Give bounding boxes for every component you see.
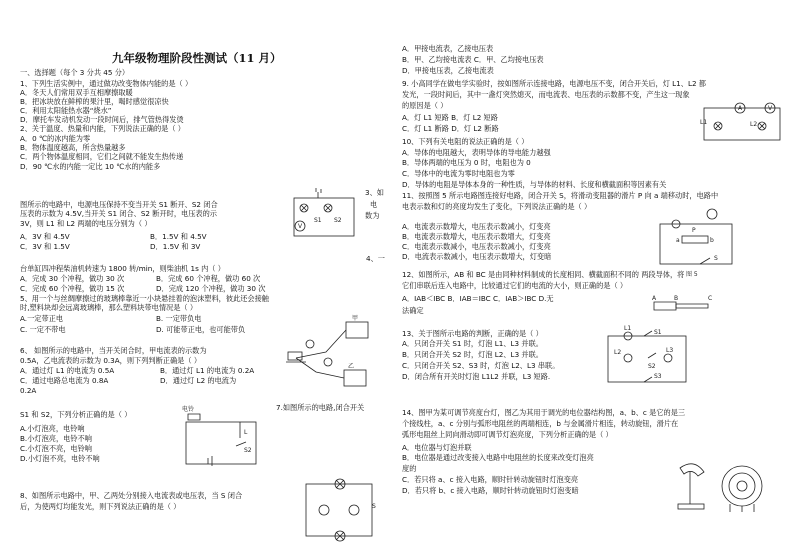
fig7-bell-label: 电铃	[182, 406, 195, 413]
fig11-caption: 图 5	[686, 271, 698, 278]
left-text-line: C.小灯泡不亮，电铃响	[20, 444, 92, 453]
right-text-line: B．甲、乙均接电流表 C．甲、乙均接电压表	[402, 55, 544, 64]
right-text-line: D．闭合所有开关时灯泡 L1L2 并联，L3 短路.	[402, 372, 551, 381]
right-text-line: A．电位器与灯泡并联	[402, 443, 472, 452]
left-text-line: 2、关于温度、热量和内能，下列说法正确的是（ ）	[20, 124, 185, 133]
right-text-line: 个接线柱，a、c 分别与弧形电阻丝的两端相连，b 与金属滑片相连，转动旋钮，滑片在	[402, 419, 679, 428]
left-text-line: B.小灯泡亮，电铃不响	[20, 434, 92, 443]
right-text-line: A．灯 L1 短路 B．灯 L2 短路	[402, 113, 498, 122]
right-text-line: A．电流表示数增大，电压表示数减小，灯变亮	[402, 222, 551, 231]
right-text-line: C．只闭合开关 S2、S3 时，灯泡 L2、L3 串联。	[402, 361, 560, 370]
left-text-line: S1 和 S2，下列分析正确的是（ ）	[20, 410, 132, 419]
right-text-line: B．电流表示数增大，电压表示数增大，灯变亮	[402, 232, 551, 241]
left-right-text: D．完成 120 个冲程，做功 30 次	[156, 284, 266, 293]
right-text-line: 发光，一段时间后，其中一盏灯突然熄灭，而电流表、电压表的示数都不变，产生这一现象	[402, 90, 690, 99]
left-text-line: B．把冰块放在鲜榨的果汁里，喝时感觉很凉快	[20, 97, 169, 106]
fig12-a-label: A	[652, 295, 657, 302]
left-right-text: B. 一定带负电	[156, 314, 202, 323]
left-right-text: D．通过灯 L2 的电流为	[160, 376, 237, 385]
left-text-line: A．3V 和 4.5V	[20, 232, 70, 241]
left-text-line: A．冬天人们常用双手互相摩擦取暖	[20, 88, 133, 97]
left-text-line: A.小灯泡亮，电铃响	[20, 424, 85, 433]
fig11-slider-label: P	[692, 227, 696, 234]
q12-conductor-figure	[652, 295, 713, 318]
left-text-line: C．通过电路总电流为 0.8A	[20, 376, 109, 385]
left-text-line: 时,塑料块却会远离玻璃棒，那么塑料块带电情况是（ ）	[20, 303, 198, 312]
left-text-line: C．利用太阳能热水器“烧水”	[20, 106, 112, 115]
right-text-line: D．电流表示数减小，电压表示数增大，灯变暗	[402, 252, 552, 261]
fig7-lamp-label: L	[244, 429, 248, 436]
left-text-line: 图所示的电路中，电源电压保持不变当开关 S1 断开、S2 闭合	[20, 200, 218, 209]
fig3-voltmeter-label: V	[298, 223, 303, 230]
right-text-line: B．只闭合开关 S2 时，灯泡 L2、L3 并联。	[402, 350, 543, 359]
fig13-l3-label: L3	[666, 347, 674, 354]
fig6-meter-a-label: 甲	[352, 315, 359, 322]
left-text-line: 台单缸四冲程柴油机转速为 1800 转/min，则柴油机 1s 内（ ）	[20, 264, 225, 273]
left-right-text: D．1.5V 和 3V	[150, 242, 201, 251]
left-text-line: 8、如图所示电路中，甲、乙两处分别接入电流表或电压表，当 S 闭合	[20, 491, 243, 500]
left-right-text: B．1.5V 和 4.5V	[150, 232, 207, 241]
left-text-line: 一、选择题（每个 3 分共 45 分）	[20, 68, 130, 77]
left-text-line: D．摩托车发动机发动一段时间后，排气管热得发烫	[20, 115, 184, 124]
page-title: 九年级物理阶段性测试（11 月）	[112, 51, 282, 65]
left-text-line: C．两个物体温度相同，它们之间就不能发生热传递	[20, 152, 184, 161]
left-right-text: 4、一	[366, 254, 385, 263]
fig13-l1-label: L1	[624, 325, 632, 332]
fig13-s3-label: S3	[654, 373, 662, 380]
left-text-line: 5、用一个与丝绸摩擦过的玻璃棒靠近一小块悬挂着的泡沫塑料，彼此还会接触	[20, 294, 269, 303]
right-text-line: 10、下列有关电阻的说法正确的是（ ）	[402, 137, 529, 146]
right-text-line: C．电流表示数减小，电压表示数减小，灯变亮	[402, 242, 551, 251]
right-text-line: 13、关于图所示电路的判断，正确的是（ ）	[402, 329, 543, 338]
fig12-b-label: B	[674, 295, 679, 302]
right-text-line: A．甲接电流表，乙接电压表	[402, 44, 494, 53]
fig11-switch-label: S	[714, 255, 718, 262]
right-text-line: C．若只将 a、c 接入电路，顺时针转动旋钮时灯泡变亮	[402, 475, 579, 484]
fig6-meter-b-label: 乙	[348, 363, 355, 370]
left-right-text: 3、如	[365, 188, 384, 197]
q8-circuit-figure	[300, 478, 380, 544]
fig9-voltmeter-label: V	[768, 105, 773, 112]
left-text-line: A．0 ℃的冰内能为零	[20, 134, 91, 143]
q6-circuit-figure	[286, 315, 396, 394]
right-text-line: C．灯 L1 断路 D．灯 L2 断路	[402, 124, 499, 133]
left-text-line: A．通过灯 L1 的电流为 0.5A	[20, 366, 115, 375]
right-text-line: C．导体中的电流为零时电阻也为零	[402, 169, 515, 178]
left-right-text: B．通过灯 L1 的电流为 0.2A	[160, 366, 255, 375]
left-text-line: B．物体温度越高，所含热量越多	[20, 143, 126, 152]
fig13-s1-label: S1	[654, 329, 662, 336]
left-text-line: 6、 如图所示的电路中，当开关闭合时，甲电流表的示数为	[20, 346, 207, 355]
left-text-line: C. 一定不带电	[20, 325, 66, 334]
q3-circuit-figure	[288, 192, 360, 244]
left-right-text: 7.如图所示的电路,闭合开关	[276, 403, 365, 412]
right-text-line: 的原因是（ ）	[402, 101, 448, 110]
right-text-line: 度的	[402, 464, 417, 473]
fig8-switch-label: S	[372, 503, 376, 510]
left-text-line: D.小灯泡不亮，电铃不响	[20, 454, 100, 463]
right-text-line: 11、按照图 5 所示电路图连接好电路，闭合开关 S，将滑动变阻器的滑片 P 向 a 端移动时，电路中	[402, 191, 719, 200]
fig9-l2-label: L2	[750, 121, 758, 128]
left-text-line: 后，为使两灯均能发光，则下列说法正确的是（ ）	[20, 502, 181, 511]
q11-circuit-figure	[656, 208, 740, 282]
fig11-a-label: a	[676, 237, 680, 244]
left-text-line: 0.5A，乙电流表的示数为 0.3A，则下列判断正确是（ ）	[20, 356, 202, 365]
left-text-line: 3V，则 L1 和 L2 两端的电压分别为（ ）	[20, 219, 152, 228]
right-text-line: 法确定	[402, 306, 424, 315]
right-text-line: 它们串联后连入电路中，比较通过它们的电流的大小，则正确的是（ ）	[402, 281, 628, 290]
right-text-line: B．电位器是通过改变接入电路中电阻丝的长度来改变灯泡亮	[402, 453, 594, 462]
fig9-ammeter-label: A	[738, 105, 743, 112]
left-text-line: 1、下列生活实例中，通过做功改变物体内能的是（ ）	[20, 79, 193, 88]
left-text-line: C．完成 60 个冲程，做功 15 次	[20, 284, 125, 293]
fig9-l1-label: L1	[700, 119, 708, 126]
right-text-line: D．导体的电阻是导体本身的一种性质，与导体的材料、长度和横截面积等因素有关	[402, 180, 667, 189]
right-text-line: B．导体两端的电压为 0 时，电阻也为 0	[402, 158, 531, 167]
right-text-line: D．若只将 b、c 接入电路，顺时针转动旋钮时灯泡变暗	[402, 486, 579, 495]
left-text-line: C．3V 和 1.5V	[20, 242, 70, 251]
right-text-line: A．导体的电阻越大，表明导体的导电能力越强	[402, 148, 551, 157]
fig13-l2-label: L2	[614, 349, 622, 356]
right-text-line: 弧形电阻丝上同向滑动即可调节灯泡亮度，下列分析正确的是（ ）	[402, 430, 613, 439]
fig7-s2-label: S2	[244, 447, 252, 454]
q9-circuit-figure	[700, 98, 786, 146]
right-text-line: 电表示数和灯的亮度均发生了变化，下列说法正确的是（ ）	[402, 202, 592, 211]
fig3-s2-label: S2	[334, 217, 342, 224]
left-text-line: A.一定带正电	[20, 314, 64, 323]
left-right-text: 电	[370, 200, 378, 209]
q14-lamp-figure	[670, 460, 770, 516]
fig3-s1-label: S1	[314, 217, 322, 224]
right-text-line: 9. 小高同学在做电学实验时，按如图所示连接电路，电源电压不变，闭合开关后，灯 L1、L2 都	[402, 79, 706, 88]
left-text-line: 0.2A	[20, 386, 37, 395]
left-text-line: A．完成 30 个冲程，做功 30 次	[20, 274, 125, 283]
left-text-line: 压表的示数为 4.5V,当开关 S1 闭合、S2 断开时，电压表的示	[20, 209, 217, 218]
q7-bell-circuit-figure	[180, 406, 270, 472]
right-text-line: A．只闭合开关 S1 时，灯泡 L1、L3 并联。	[402, 339, 543, 348]
right-text-line: 12、如图所示，AB 和 BC 是由同种材料制成的长度相同、横截面积不同的 两段导体，将	[402, 270, 685, 279]
q13-circuit-figure	[604, 325, 692, 390]
right-text-line: A．IAB＜IBC B．IAB＝IBC C．IAB＞IBC D.无	[402, 294, 554, 303]
fig11-b-label: b	[710, 237, 714, 244]
right-text-line: D．甲接电压表，乙接电流表	[402, 66, 494, 75]
fig12-c-label: C	[708, 295, 713, 302]
left-right-text: 数为	[365, 211, 380, 220]
left-right-text: D. 可能带正电，也可能带负	[156, 325, 246, 334]
left-text-line: D．90 ℃水的内能一定比 10 ℃水的内能多	[20, 162, 161, 171]
fig13-s2-label: S2	[648, 363, 656, 370]
right-text-line: 14、图甲为某可调节亮度台灯，图乙为其用于调光的电位器结构图，a、b、c 是它的是三	[402, 408, 686, 417]
left-right-text: B．完成 60 个冲程，做功 60 次	[156, 274, 261, 283]
